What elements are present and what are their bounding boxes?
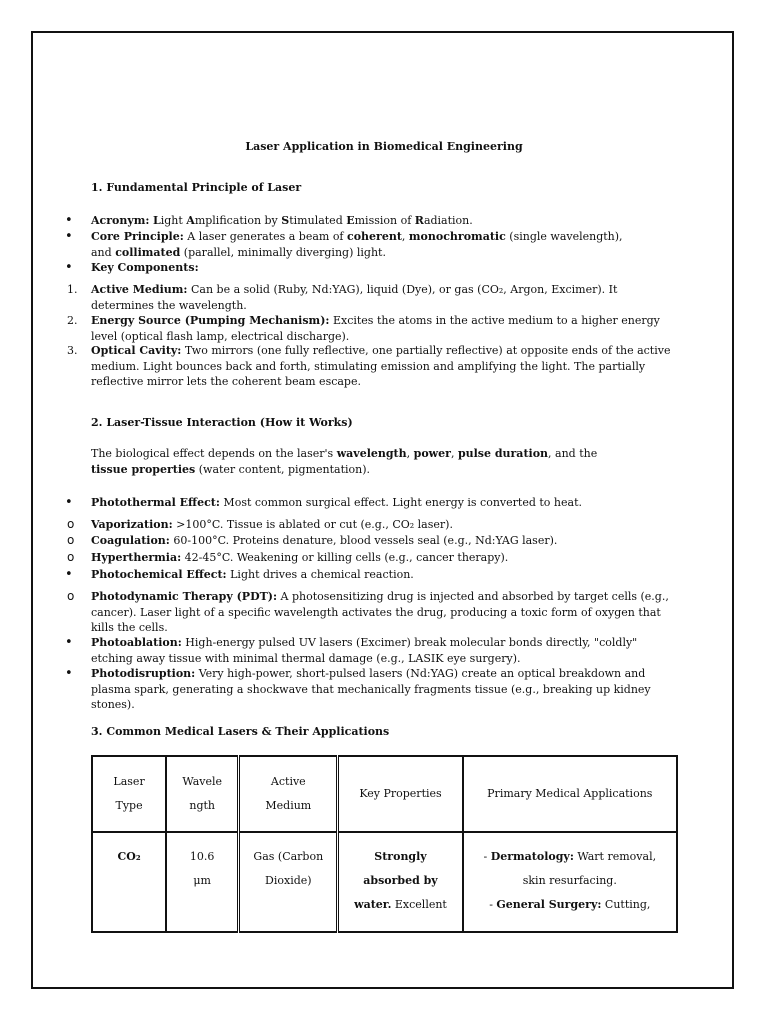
bullet-photochemical: • Photochemical Effect: Light drives a chemical reaction. [65, 567, 414, 582]
bullet-dot: • [65, 260, 73, 275]
sub-pdt: o Photodynamic Therapy (PDT): A photosensitizing drug is injected and absorbed by target cells (e.g., cancer). Laser light of a specific wavelength activates the drug, producing a toxic form of oxygen that kills the cells. [67, 589, 669, 634]
section-2-intro: The biological effect depends on the laser's wavelength, power, pulse duration, and the tissue properties (water content, pigmentation). [91, 447, 598, 476]
section-3-heading: 3. Common Medical Lasers & Their Applications [91, 725, 390, 738]
component-item: 1. Active Medium: Can be a solid (Ruby, Nd:YAG), liquid (Dye), or gas (CO₂, Argon, Excimer). It determines the wavelength. [67, 283, 618, 312]
section-1-heading: 1. Fundamental Principle of Laser [91, 181, 302, 194]
section-2-heading: 2. Laser-Tissue Interaction (How it Works) [91, 416, 353, 429]
cell-medium: Gas (Carbon Dioxide) [239, 832, 338, 932]
laser-table [91, 755, 678, 933]
sub-hyperthermia: o Hyperthermia: 42-45°C. Weakening or killing cells (e.g., cancer therapy). [67, 550, 509, 564]
sub-coagulation: o Coagulation: 60-100°C. Proteins denature, blood vessels seal (e.g., Nd:YAG laser). [67, 533, 558, 547]
document-title: Laser Application in Biomedical Engineering [245, 140, 523, 153]
bullet-photoablation: • Photoablation: High-energy pulsed UV lasers (Excimer) break molecular bonds directly, "coldly" etching away tissue with minimal thermal damage (e.g., LASIK eye surgery). [65, 635, 638, 665]
bullet-key-components: • Key Components: [65, 260, 199, 275]
component-item: 2. Energy Source (Pumping Mechanism): Excites the atoms in the active medium to a higher energy level (optical flash lamp, electrical discharge). [67, 314, 660, 343]
bullet-photothermal: • Photothermal Effect: Most common surgical effect. Light energy is converted to heat. [65, 495, 582, 510]
header-applications: Primary Medical Applications [463, 756, 677, 832]
bullet-core-principle: • Core Principle: A laser generates a beam of coherent, monochromatic (single wavelength), and collimated (parallel, minimally diverging) light. [65, 229, 623, 259]
header-laser-type: Laser Type [92, 756, 166, 832]
bullet-acronym: • Acronym: Light Amplification by Stimulated Emission of Radiation. [65, 213, 473, 228]
cell-applications: - Dermatology: Wart removal, skin resurfacing. - General Surgery: Cutting, [483, 850, 657, 911]
header-wavelength: Wavele ngth [166, 756, 239, 832]
table-header-row [92, 756, 677, 832]
bullet-dot: • [65, 213, 73, 228]
header-key-properties: Key Properties [338, 756, 463, 832]
component-item: 3. Optical Cavity: Two mirrors (one fully reflective, one partially reflective) at opposite ends of the active medium. Light bounces back and forth, stimulating emission and amplifying the light. The partially reflective mirror lets the coherent beam escape. [67, 344, 671, 388]
bullet-photodisruption: • Photodisruption: Very high-power, short-pulsed lasers (Nd:YAG) create an optical breakdown and plasma spark, generating a shockwave that mechanically fragments tissue (e.g., breaking up kidney stones). [65, 666, 651, 711]
cell-laser: CO₂ [92, 832, 166, 932]
header-active-medium: Active Medium [239, 756, 338, 832]
cell-properties: Strongly absorbed by water. Excellent [338, 832, 463, 932]
bullet-dot: • [65, 229, 73, 244]
cell-wavelength: 10.6 μm [166, 832, 239, 932]
sub-vaporization: o Vaporization: >100°C. Tissue is ablated or cut (e.g., CO₂ laser). [67, 517, 453, 531]
table-row [92, 832, 677, 932]
